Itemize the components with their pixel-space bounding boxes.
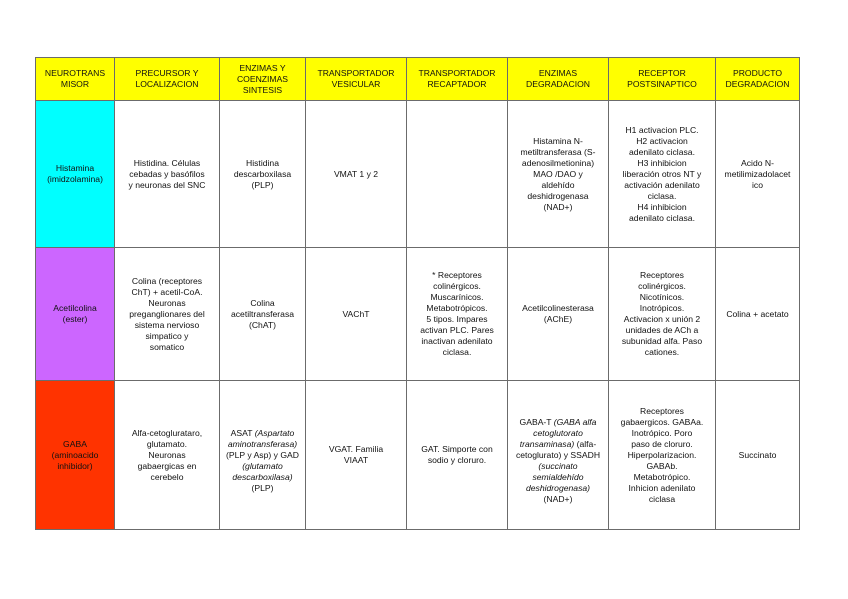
neurotransmitter-name: Acetilcolina (ester) — [36, 248, 115, 381]
neurotransmitter-name: Histamina (imidzolamina) — [36, 101, 115, 248]
degradacion-cell: Histamina N- metiltransferasa (S- adenosilmetionina) MAO /DAO y aldehído deshidrogenasa (NAD+) — [508, 101, 609, 248]
text-part: (alfa-cetoglurato) y SSADH — [515, 438, 601, 460]
sintesis-cell: Colina acetiltransferasa (ChAT) — [220, 248, 306, 381]
header-neurotransmisor: NEUROTRANS MISOR — [36, 58, 115, 101]
header-enzimas-sintesis: ENZIMAS Y COENZIMAS SINTESIS — [220, 58, 306, 101]
table-row-acetilcolina — [36, 248, 800, 381]
receptor-cell: Receptores gabaergicos. GABAa. Inotrópico. Poro paso de cloruro. Hiperpolarizacion. GABAb. Metabotrópico. Inhicion adenilato ciclasa — [609, 381, 716, 530]
precursor-cell: Histidina. Células cebadas y basófilos y neuronas del SNC — [115, 101, 220, 248]
header-transportador-recaptador: TRANSPORTADOR RECAPTADOR — [407, 58, 508, 101]
header-enzimas-degradacion: ENZIMAS DEGRADACION — [508, 58, 609, 101]
header-precursor: PRECURSOR Y LOCALIZACION — [115, 58, 220, 101]
text-part-italic: (Aspartato aminotransferasa) — [227, 427, 298, 449]
recaptador-cell — [407, 101, 508, 248]
header-producto: PRODUCTO DEGRADACION — [716, 58, 800, 101]
header-receptor: RECEPTOR POSTSINAPTICO — [609, 58, 716, 101]
recaptador-cell: * Receptores colinérgicos. Muscarínicos. Metabotrópicos. 5 tipos. Impares activan PLC. Pares inactivan adenilato ciclasa. — [407, 248, 508, 381]
neurotransmitter-table — [35, 57, 800, 530]
vesicular-cell: VGAT. Familia VIAAT — [306, 381, 407, 530]
vesicular-cell: VMAT 1 y 2 — [306, 101, 407, 248]
degradacion-cell — [508, 381, 609, 530]
receptor-cell: Receptores colinérgicos. Nicotínicos. Inotrópicos. Activacion x unión 2 unidades de ACh a subunidad alfa. Paso cationes. — [609, 248, 716, 381]
header-row — [36, 58, 800, 101]
sintesis-cell — [220, 381, 306, 530]
text-part: (PLP y Asp) y GAD — [226, 449, 299, 460]
header-transportador-vesicular: TRANSPORTADOR VESICULAR — [306, 58, 407, 101]
recaptador-cell: GAT. Simporte con sodio y cloruro. — [407, 381, 508, 530]
sintesis-cell: Histidina descarboxilasa (PLP) — [220, 101, 306, 248]
precursor-cell: Alfa-cetoglurataro, glutamato. Neuronas gabaergicas en cerebelo — [115, 381, 220, 530]
text-part: (NAD+) — [543, 493, 573, 504]
table-row-gaba — [36, 381, 800, 530]
degradacion-cell: Acetilcolinesterasa (AChE) — [508, 248, 609, 381]
vesicular-cell: VAChT — [306, 248, 407, 381]
text-part: (PLP) — [251, 482, 274, 493]
producto-cell: Succinato — [716, 381, 800, 530]
text-part: GABA-T — [519, 416, 554, 427]
table-row-histamina — [36, 101, 800, 248]
text-part-italic: (succinato semialdehído deshidrogenasa) — [525, 460, 591, 493]
neurotransmitter-name: GABA (aminoacido inhibidor) — [36, 381, 115, 530]
receptor-cell: H1 activacion PLC. H2 activacion adenilato ciclasa. H3 inhibicion liberación otros NT y activación adenilato ciclasa. H4 inhibicion adenilato ciclasa. — [609, 101, 716, 248]
precursor-cell: Colina (receptores ChT) + acetil-CoA. Neuronas preganglionares del sistema nervioso simpatico y somatico — [115, 248, 220, 381]
text-part-italic: (glutamato descarboxilasa) — [232, 460, 293, 482]
producto-cell: Acido N- metilimizadolacet ico — [716, 101, 800, 248]
text-part-italic: (GABA alfa cetoglutorato transaminasa) — [519, 416, 597, 449]
text-part: ASAT — [230, 427, 255, 438]
producto-cell: Colina + acetato — [716, 248, 800, 381]
